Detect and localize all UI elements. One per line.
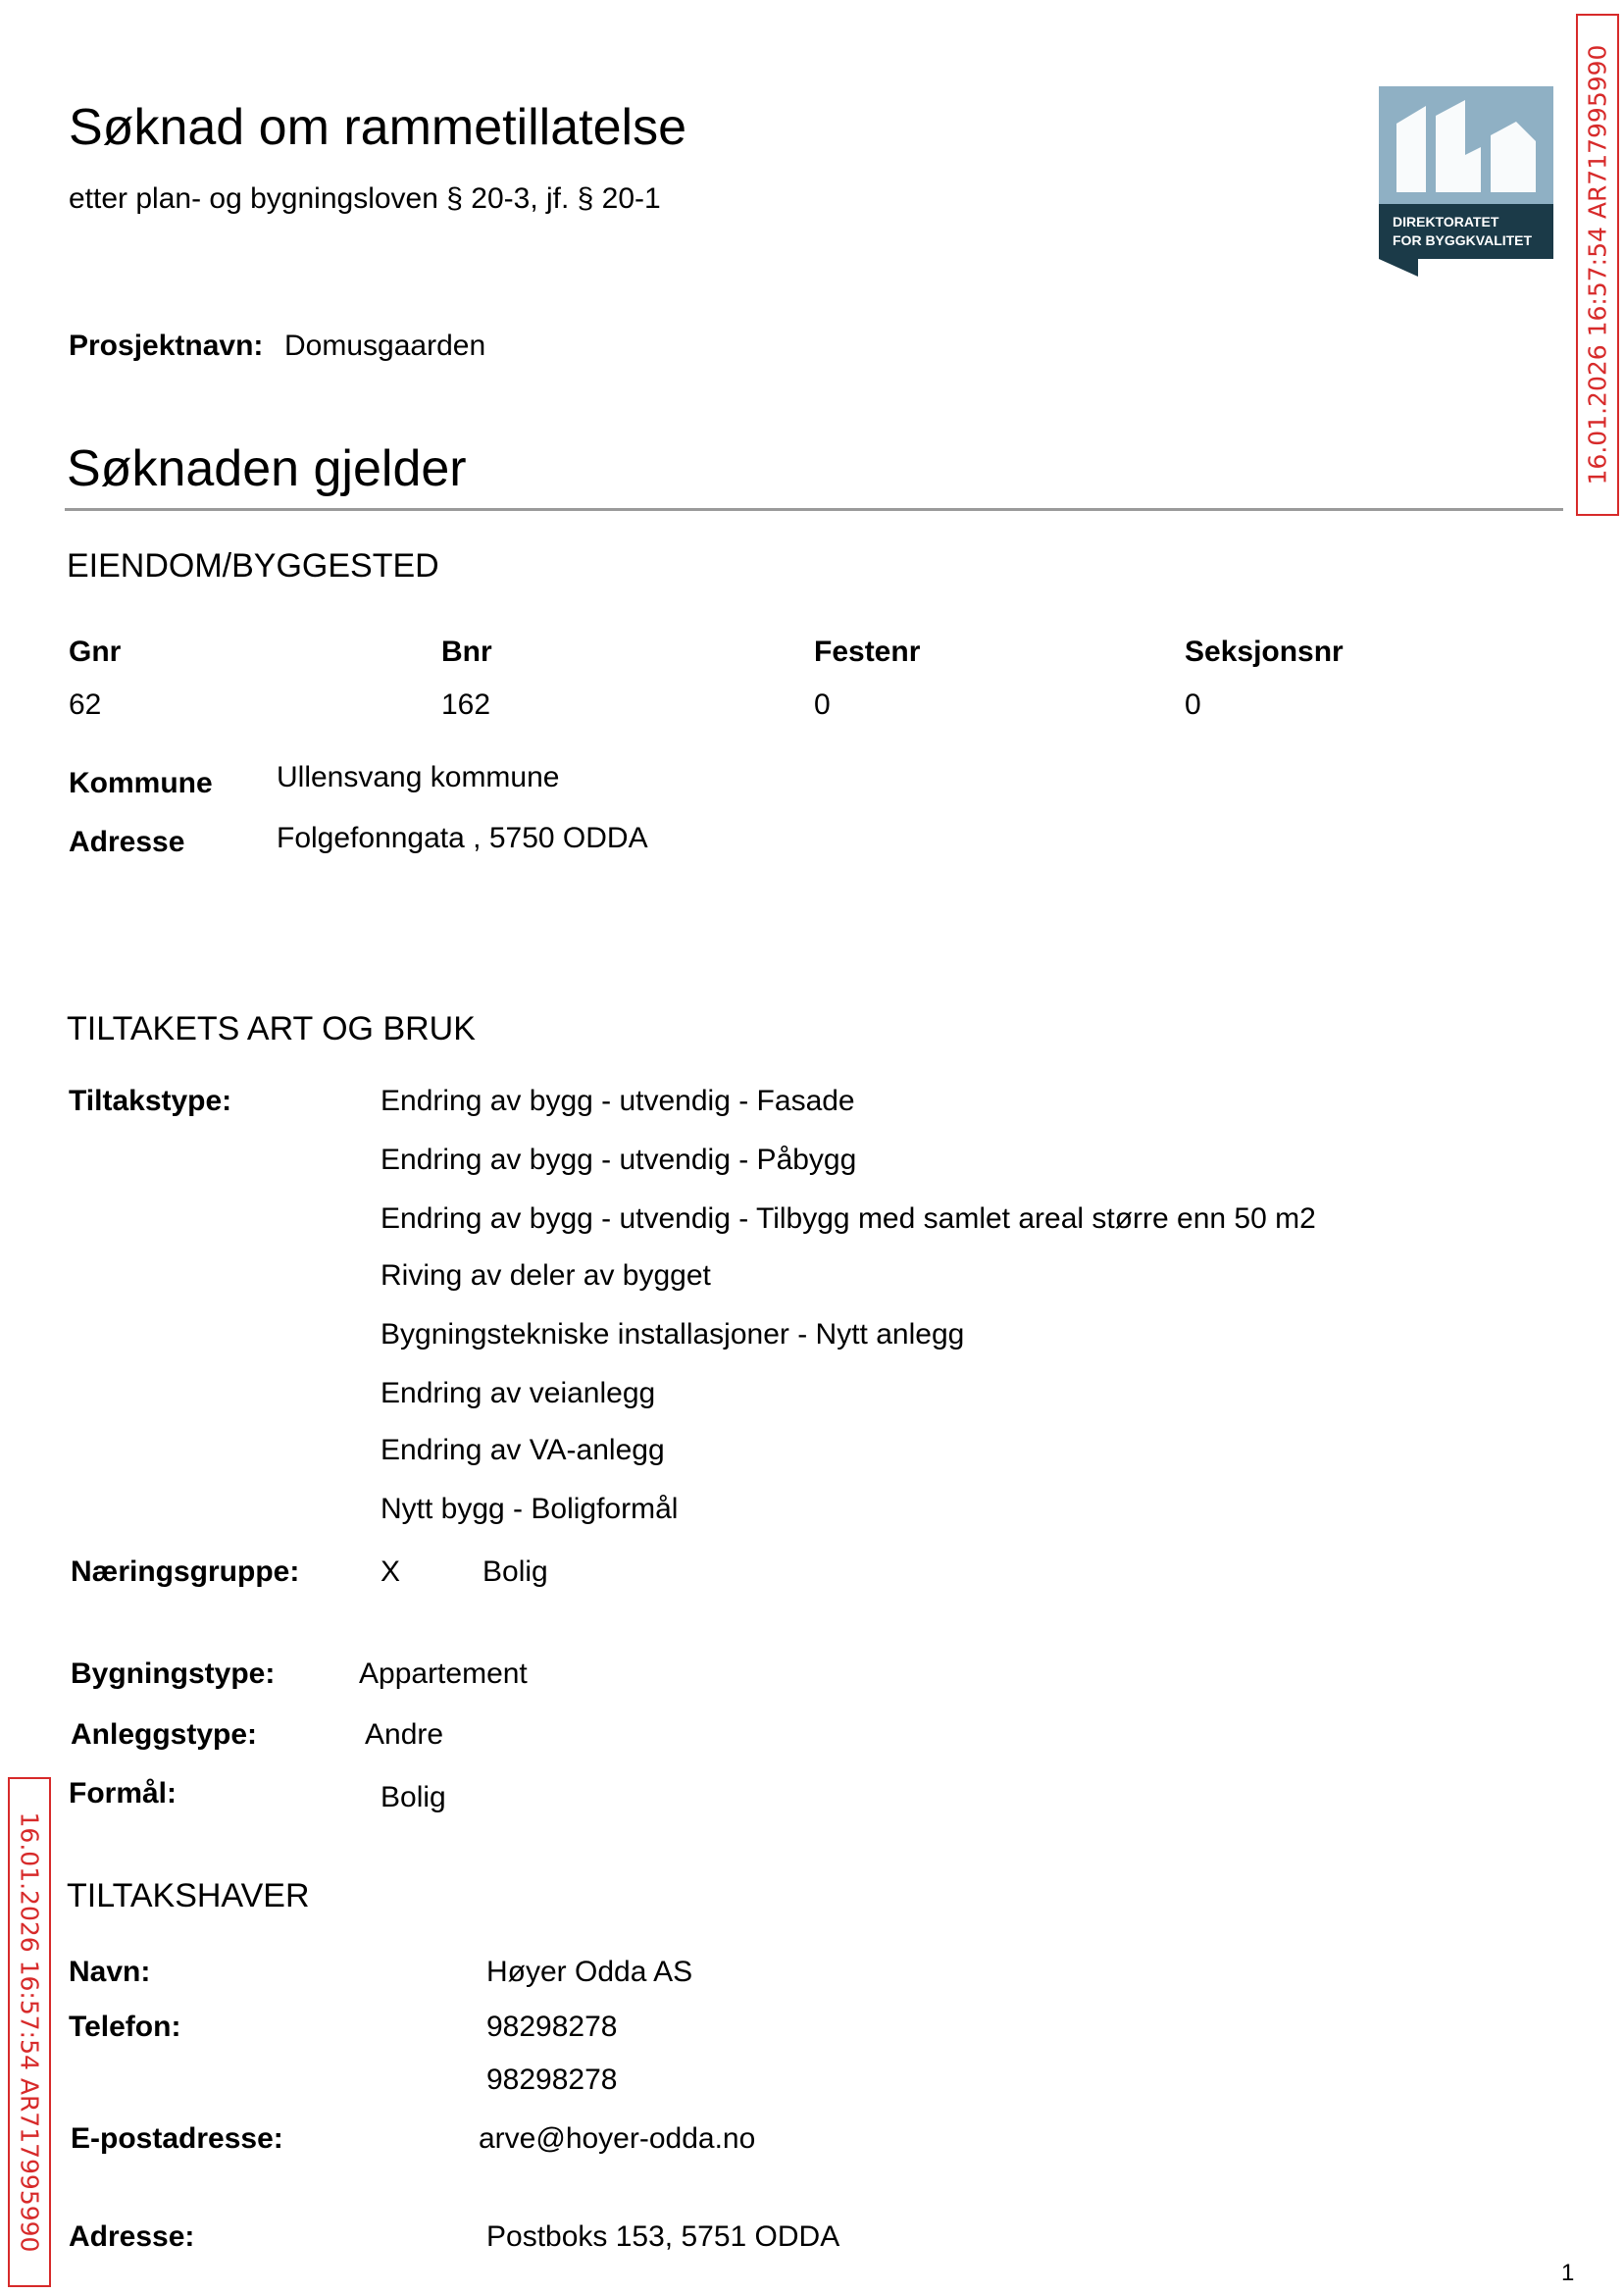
section-heading: Søknaden gjelder xyxy=(67,440,467,497)
stamp-text: 16.01.2026 16:57:54 AR717995990 xyxy=(1583,44,1612,485)
tiltakshaver-adresse-value: Postboks 153, 5751 ODDA xyxy=(486,2220,840,2253)
bygningstype-value: Appartement xyxy=(359,1657,528,1690)
stamp-text: 16.01.2026 16:57:54 AR717995990 xyxy=(15,1811,44,2253)
logo-line2: FOR BYGGKVALITET xyxy=(1393,232,1533,248)
navn-label: Navn: xyxy=(69,1956,151,1988)
project-label: Prosjektnavn: xyxy=(69,330,264,362)
document-title: Søknad om rammetillatelse xyxy=(69,99,686,156)
logo-line1: DIREKTORATET xyxy=(1393,214,1499,229)
page-number: 1 xyxy=(1561,2260,1575,2286)
gnr-label: Gnr xyxy=(69,636,122,668)
festenr-label: Festenr xyxy=(814,636,921,668)
anleggstype-value: Andre xyxy=(365,1718,444,1751)
bnr-value: 162 xyxy=(441,688,491,721)
telefon-value: 98298278 xyxy=(486,2011,618,2043)
tiltakstype-item: Bygningstekniske installasjoner - Nytt anlegg xyxy=(381,1318,965,1351)
tiltak-heading: TILTAKETS ART OG BRUK xyxy=(67,1010,476,1047)
naeringsgruppe-label: Næringsgruppe: xyxy=(71,1555,300,1588)
festenr-value: 0 xyxy=(814,688,831,721)
epost-value: arve@hoyer-odda.no xyxy=(479,2122,756,2155)
tiltakshaver-adresse-label: Adresse: xyxy=(69,2220,195,2253)
telefon-value: 98298278 xyxy=(486,2064,618,2096)
seksjonsnr-label: Seksjonsnr xyxy=(1185,636,1344,668)
bygningstype-label: Bygningstype: xyxy=(71,1657,276,1690)
tiltakstype-item: Nytt bygg - Boligformål xyxy=(381,1493,679,1525)
adresse-label: Adresse xyxy=(69,826,185,858)
epost-label: E-postadresse: xyxy=(71,2122,283,2155)
tiltakstype-item: Riving av deler av bygget xyxy=(381,1259,711,1292)
kommune-value: Ullensvang kommune xyxy=(277,761,560,793)
adresse-value: Folgefonngata , 5750 ODDA xyxy=(277,822,648,854)
tiltakstype-label: Tiltakstype: xyxy=(69,1085,232,1117)
telefon-label: Telefon: xyxy=(69,2011,181,2043)
formal-label: Formål: xyxy=(69,1777,178,1810)
tiltakstype-item: Endring av bygg - utvendig - Påbygg xyxy=(381,1144,857,1176)
seksjonsnr-value: 0 xyxy=(1185,688,1201,721)
anleggstype-label: Anleggstype: xyxy=(71,1718,258,1751)
timestamp-stamp-left xyxy=(8,1777,51,2287)
naeringsgruppe-value: Bolig xyxy=(482,1555,548,1588)
formal-value: Bolig xyxy=(381,1781,446,1813)
tiltakstype-item: Endring av bygg - utvendig - Fasade xyxy=(381,1085,855,1117)
tiltakstype-item: Endring av veianlegg xyxy=(381,1377,656,1409)
document-subtitle: etter plan- og bygningsloven § 20-3, jf. § 20-1 xyxy=(69,182,661,215)
naeringsgruppe-code: X xyxy=(381,1555,401,1588)
navn-value: Høyer Odda AS xyxy=(486,1956,693,1988)
tiltakshaver-heading: TILTAKSHAVER xyxy=(67,1877,310,1914)
project-value: Domusgaarden xyxy=(284,330,486,362)
bnr-label: Bnr xyxy=(441,636,492,668)
gnr-value: 62 xyxy=(69,688,102,721)
tiltakstype-item: Endring av bygg - utvendig - Tilbygg med samlet areal større enn 50 m2 xyxy=(381,1202,1316,1235)
eiendom-heading: EIENDOM/BYGGESTED xyxy=(67,547,439,585)
tiltakstype-item: Endring av VA-anlegg xyxy=(381,1434,665,1466)
kommune-label: Kommune xyxy=(69,767,213,799)
dibk-logo xyxy=(1379,86,1553,277)
timestamp-stamp-top xyxy=(1576,14,1619,516)
section-divider xyxy=(65,508,1563,511)
